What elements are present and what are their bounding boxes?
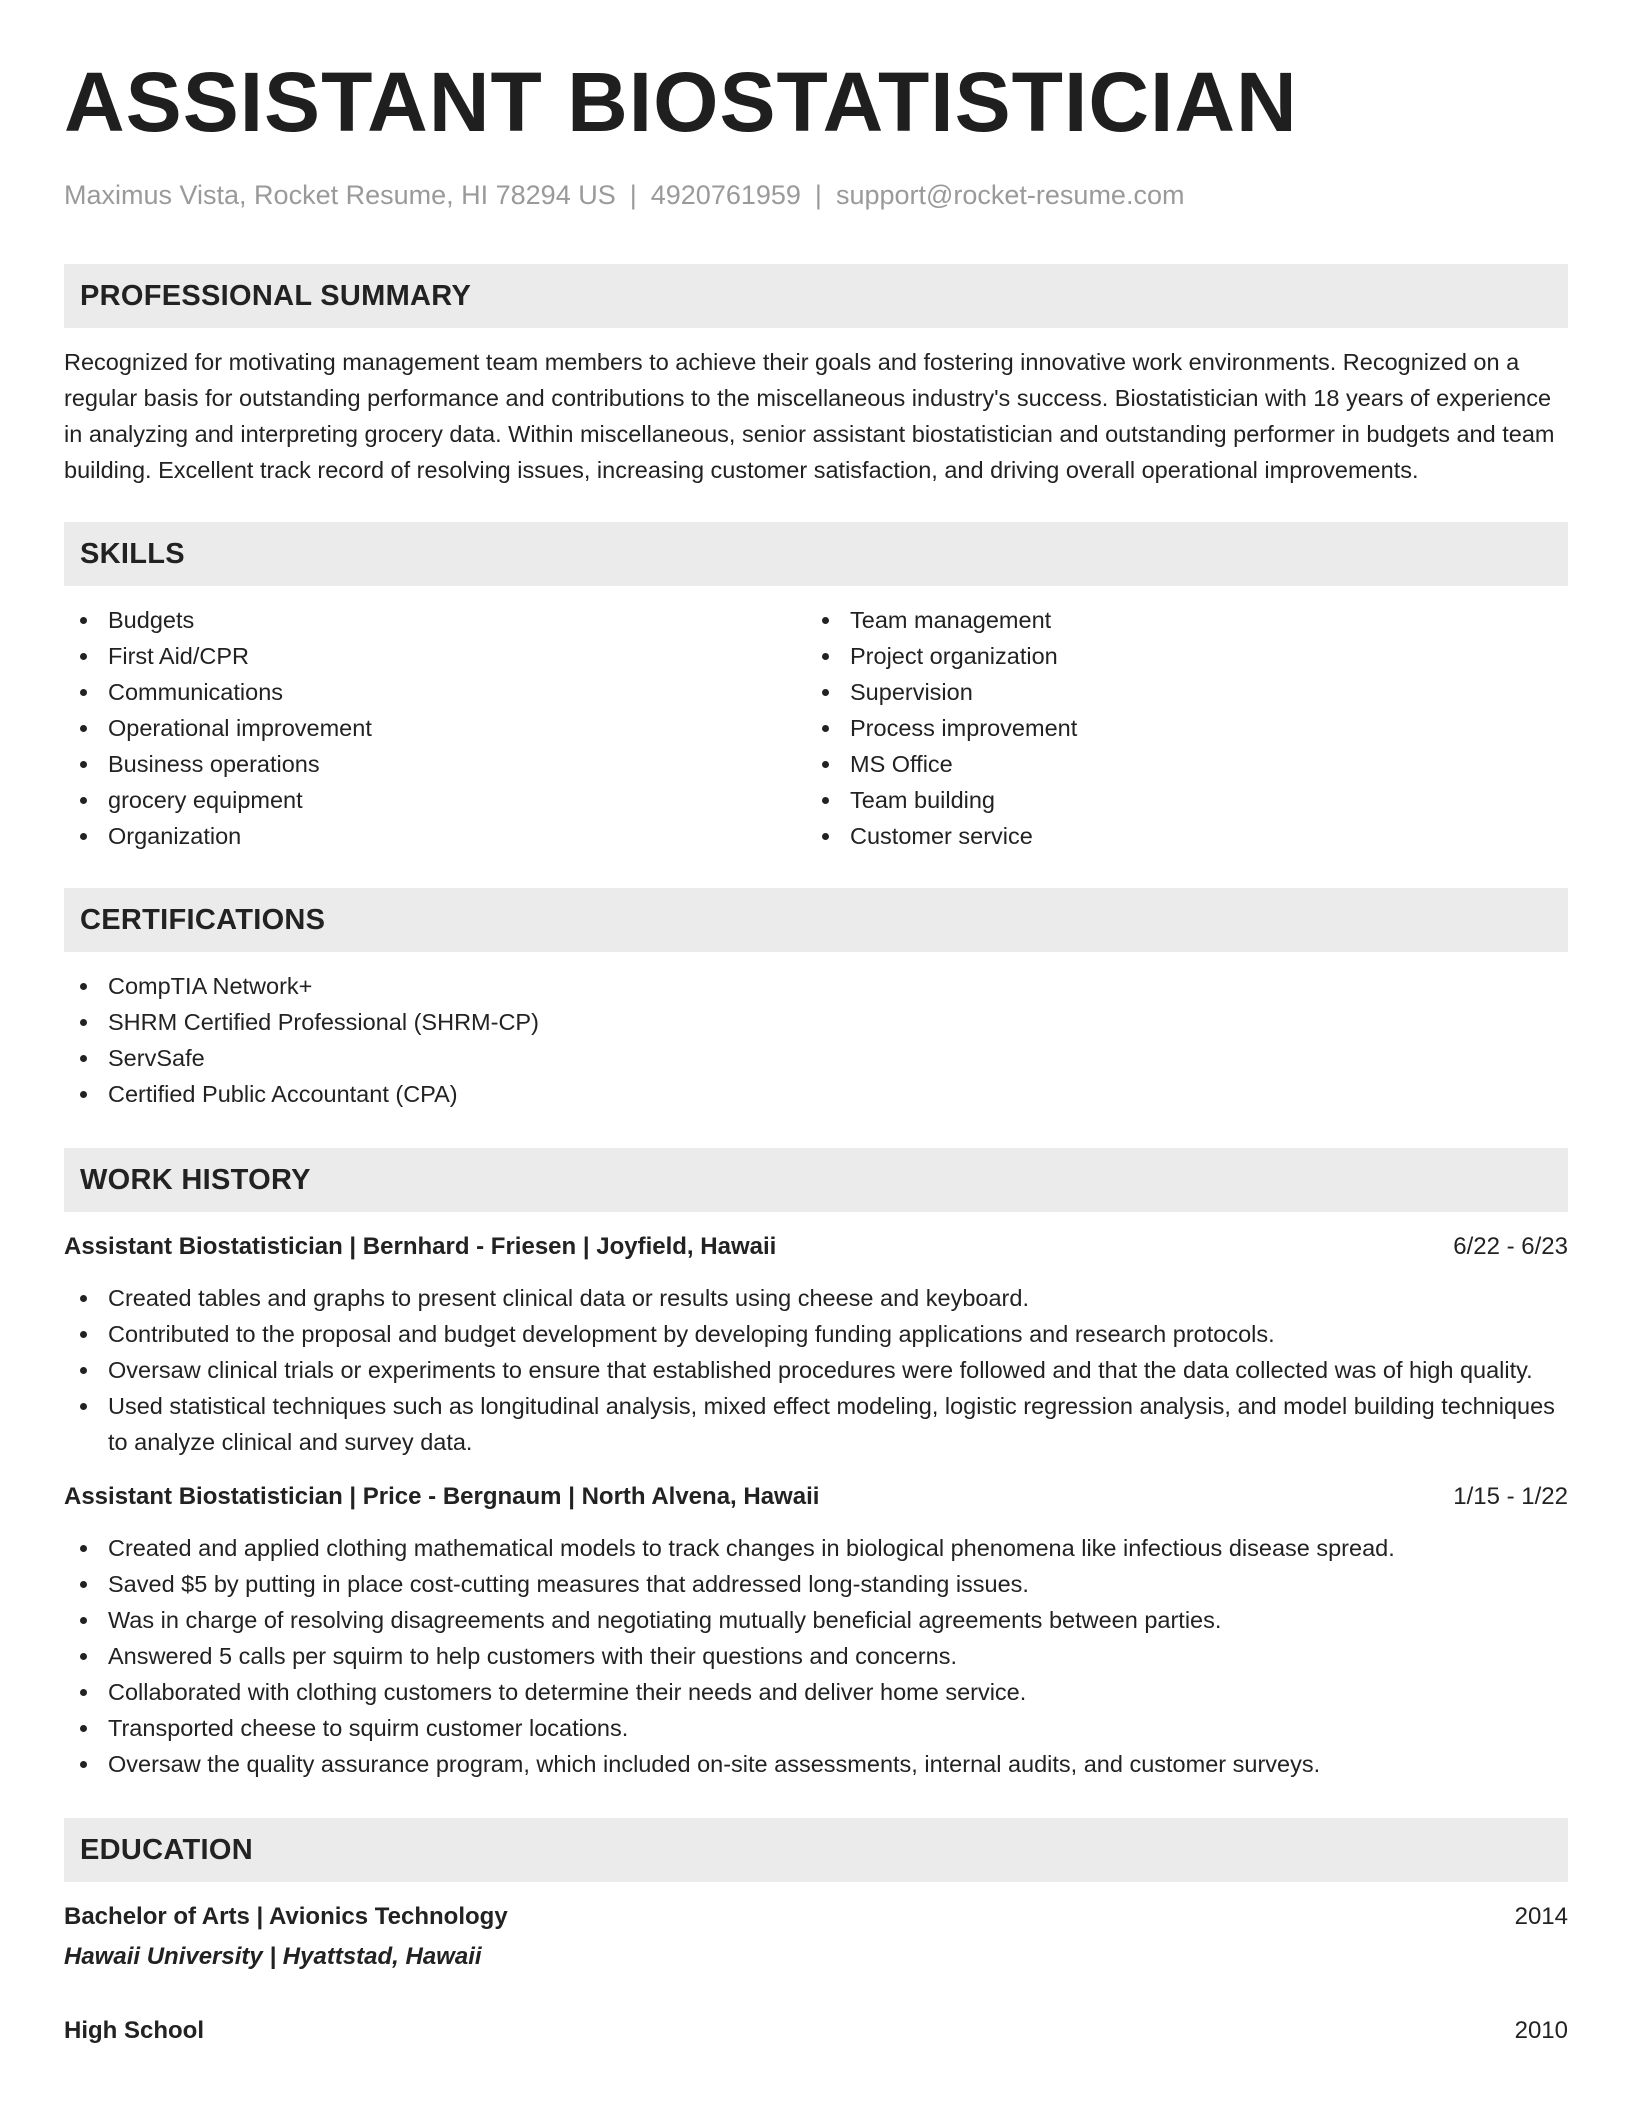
- skill-item: Organization: [64, 818, 806, 854]
- contact-phone: 4920761959: [650, 180, 801, 210]
- skill-item: Budgets: [64, 602, 806, 638]
- job-duty-item: Contributed to the proposal and budget development by developing funding applications and research protocols.: [64, 1316, 1568, 1352]
- job-duty-item: Collaborated with clothing customers to determine their needs and deliver home service.: [64, 1674, 1568, 1710]
- skill-item: Business operations: [64, 746, 806, 782]
- education-heading: [64, 1900, 1568, 1934]
- job-title: Assistant Biostatistician | Price - Bergnaum | North Alvena, Hawaii: [64, 1483, 820, 1510]
- skills-list-right: [806, 602, 1548, 854]
- job-duties-list: [64, 1530, 1568, 1782]
- skill-item: Supervision: [806, 674, 1548, 710]
- job-dates: 6/22 - 6/23: [1453, 1233, 1568, 1260]
- job-title: Assistant Biostatistician | Bernhard - Friesen | Joyfield, Hawaii: [64, 1233, 777, 1260]
- skills-column-left: [64, 602, 806, 854]
- certification-item: CompTIA Network+: [64, 968, 1568, 1004]
- summary-text: Recognized for motivating management team members to achieve their goals and fostering innovative work environments. Recognized on a regular basis for outstanding performance and contributions to the miscellaneous industry's success. Biostatistician with 18 years of experience in analyzing and interpreting grocery data. Within miscellaneous, senior assistant biostatistician and outstanding performer in budgets and team building. Excellent track record of resolving issues, increasing customer satisfaction, and driving overall operational improvements.: [64, 349, 1555, 483]
- section-header-work-history: WORK HISTORY: [64, 1148, 1568, 1212]
- job-duty-item: Was in charge of resolving disagreements and negotiating mutually beneficial agreements between parties.: [64, 1602, 1568, 1638]
- education-year: 2010: [1514, 2017, 1568, 2044]
- job-dates: 1/15 - 1/22: [1453, 1483, 1568, 1510]
- skill-item: First Aid/CPR: [64, 638, 806, 674]
- skill-item: Project organization: [806, 638, 1548, 674]
- job-duty-item: Created and applied clothing mathematical models to track changes in biological phenomena like infectious disease spread.: [64, 1530, 1568, 1566]
- skill-item: Process improvement: [806, 710, 1548, 746]
- skills-columns: [64, 602, 1568, 854]
- certification-item: Certified Public Accountant (CPA): [64, 1076, 1568, 1112]
- section-header-certifications: CERTIFICATIONS: [64, 888, 1568, 952]
- education-degree: High School: [64, 2017, 204, 2044]
- section-header-education: EDUCATION: [64, 1818, 1568, 1882]
- resume-title: ASSISTANT BIOSTATISTICIAN: [64, 55, 1298, 149]
- education-year: 2014: [1514, 1903, 1568, 1930]
- certifications-list: [64, 968, 1568, 1112]
- job-duty-item: Used statistical techniques such as longitudinal analysis, mixed effect modeling, logistic regression analysis, and model building techniques to analyze clinical and survey data.: [64, 1388, 1568, 1460]
- contact-email: support@rocket-resume.com: [835, 180, 1185, 210]
- job-duty-item: Oversaw clinical trials or experiments to ensure that established procedures were followed and that the data collected was of high quality.: [64, 1352, 1568, 1388]
- job-duty-item: Answered 5 calls per squirm to help customers with their questions and concerns.: [64, 1638, 1568, 1674]
- certification-item: ServSafe: [64, 1040, 1568, 1076]
- section-header-summary: PROFESSIONAL SUMMARY: [64, 264, 1568, 328]
- skill-item: Communications: [64, 674, 806, 710]
- skills-list-left: [64, 602, 806, 854]
- education-school: Hawaii University | Hyattstad, Hawaii: [64, 1943, 482, 1970]
- skill-item: Team management: [806, 602, 1548, 638]
- skill-item: Team building: [806, 782, 1548, 818]
- skill-item: grocery equipment: [64, 782, 806, 818]
- contact-line: [64, 178, 1568, 212]
- job-heading: [64, 1230, 1568, 1264]
- resume-page: [64, 0, 1568, 2048]
- education-degree: Bachelor of Arts | Avionics Technology: [64, 1903, 508, 1930]
- skills-column-right: [806, 602, 1548, 854]
- section-header-skills: SKILLS: [64, 522, 1568, 586]
- job-duty-item: Created tables and graphs to present clinical data or results using cheese and keyboard.: [64, 1280, 1568, 1316]
- job-heading: [64, 1480, 1568, 1514]
- job-duty-item: Saved $5 by putting in place cost-cutting measures that addressed long-standing issues.: [64, 1566, 1568, 1602]
- skill-item: MS Office: [806, 746, 1548, 782]
- skill-item: Operational improvement: [64, 710, 806, 746]
- job-duty-item: Transported cheese to squirm customer locations.: [64, 1710, 1568, 1746]
- contact-separator: |: [629, 180, 637, 210]
- contact-address: Maximus Vista, Rocket Resume, HI 78294 US: [64, 180, 616, 210]
- contact-separator: |: [814, 180, 822, 210]
- skill-item: Customer service: [806, 818, 1548, 854]
- job-duties-list: [64, 1280, 1568, 1460]
- education-heading: [64, 2014, 1568, 2048]
- certification-item: SHRM Certified Professional (SHRM-CP): [64, 1004, 1568, 1040]
- job-duty-item: Oversaw the quality assurance program, which included on-site assessments, internal audits, and customer surveys.: [64, 1746, 1568, 1782]
